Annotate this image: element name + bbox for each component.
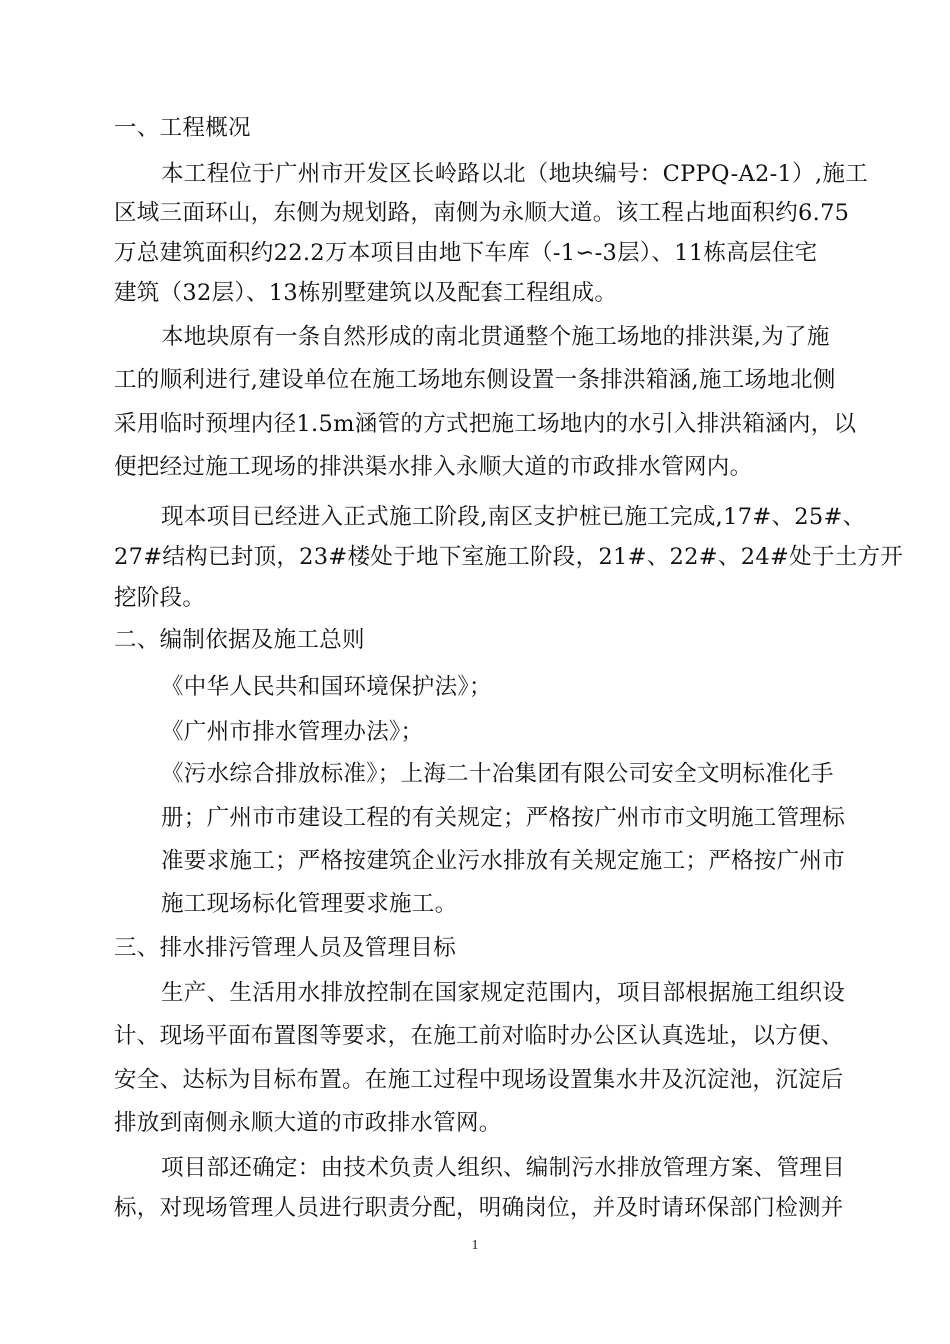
- paragraph-line: 27#结构已封顶，23#楼处于地下室施工阶段，21#、22#、24#处于土方开: [114, 544, 904, 570]
- paragraph-line: 挖阶段。: [114, 585, 206, 611]
- paragraph-line: 工的顺利进行,建设单位在施工场地东侧设置一条排洪箱涵,施工场地北侧: [114, 367, 836, 393]
- paragraph-line: 准要求施工；严格按建筑企业污水排放有关规定施工；严格按广州市: [161, 848, 846, 874]
- paragraph-line: 便把经过施工现场的排洪渠水排入永顺大道的市政排水管网内。: [114, 454, 753, 480]
- reference-item: 《广州市排水管理办法》；: [161, 719, 424, 745]
- page-number: 1: [471, 1238, 479, 1253]
- paragraph-line: 施工现场标化管理要求施工。: [161, 891, 458, 917]
- section-heading-3: 三、排水排污管理人员及管理目标: [114, 935, 457, 961]
- paragraph-line: 本工程位于广州市开发区长岭路以北（地块编号：CPPQ-A2-1）,施工: [161, 161, 869, 187]
- paragraph-line: 安全、达标为目标布置。在施工过程中现场设置集水井及沉淀池，沉淀后: [114, 1067, 844, 1093]
- paragraph-line: 采用临时预埋内径1.5m涵管的方式把施工场地内的水引入排洪箱涵内，以: [114, 411, 857, 437]
- section-heading-1: 一、工程概况: [114, 115, 251, 141]
- paragraph-line: 万总建筑面积约22.2万本项目由地下车库（-1∽-3层）、11栋高层住宅: [114, 240, 818, 266]
- paragraph-line: 计、现场平面布置图等要求，在施工前对临时办公区认真选址，以方便、: [114, 1023, 844, 1049]
- paragraph-line: 标，对现场管理人员进行职责分配，明确岗位，并及时请环保部门检测并: [114, 1195, 844, 1221]
- paragraph-line: 排放到南侧永顺大道的市政排水管网。: [114, 1110, 502, 1136]
- section-heading-2: 二、编制依据及施工总则: [114, 627, 365, 653]
- paragraph-line: 现本项目已经进入正式施工阶段,南区支护桩已施工完成,17#、25#、: [161, 504, 866, 530]
- paragraph-line: 项目部还确定：由技术负责人组织、编制污水排放管理方案、管理目: [161, 1155, 846, 1181]
- reference-item: 《污水综合排放标准》；上海二十冶集团有限公司安全文明标准化手: [161, 761, 834, 787]
- paragraph-line: 建筑（32层）、13栋别墅建筑以及配套工程组成。: [114, 280, 618, 306]
- paragraph-line: 生产、生活用水排放控制在国家规定范围内，项目部根据施工组织设: [161, 980, 846, 1006]
- paragraph-line: 区域三面环山，东侧为规划路，南侧为永顺大道。该工程占地面积约6.75: [114, 200, 850, 226]
- paragraph-line: 本地块原有一条自然形成的南北贯通整个施工场地的排洪渠,为了施: [161, 324, 830, 350]
- paragraph-line: 册；广州市市建设工程的有关规定；严格按广州市市文明施工管理标: [161, 805, 846, 831]
- reference-item: 《中华人民共和国环境保护法》；: [161, 674, 492, 700]
